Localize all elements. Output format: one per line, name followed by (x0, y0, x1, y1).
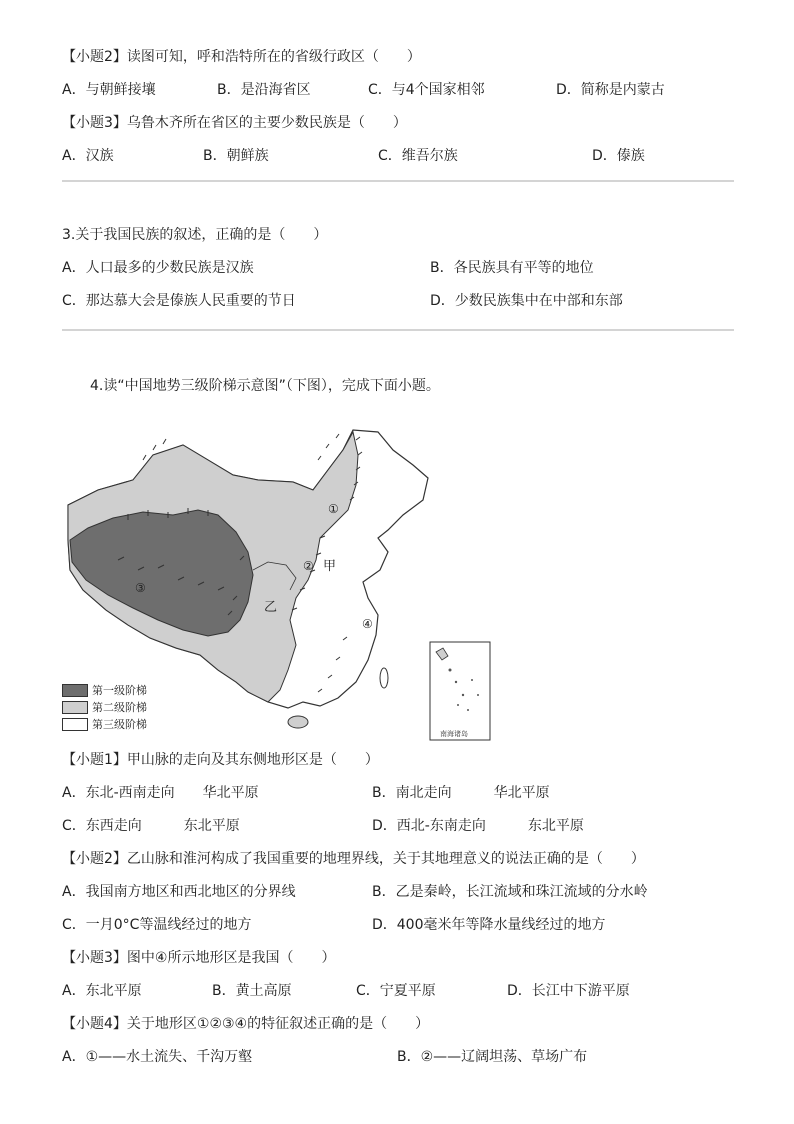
question3-stem: 3.关于我国民族的叙述，正确的是（ ） (62, 227, 328, 243)
map-label-1: ① (328, 502, 339, 516)
inset-label: 南海诸岛 (440, 730, 468, 738)
legend-label-third: 第三级阶梯 (92, 718, 147, 731)
legend-swatch-first (62, 684, 88, 697)
inset-box (430, 642, 490, 740)
q3-option-b[interactable]: B．朝鲜族 (203, 148, 269, 164)
map-label-3: ③ (135, 581, 146, 595)
sub3-option-b[interactable]: B．黄土高原 (212, 983, 292, 999)
divider (62, 329, 734, 331)
sub1-option-a[interactable]: A．东北-西南走向 华北平原 (62, 785, 259, 801)
question4-stem: 4.读“中国地势三级阶梯示意图”（下图），完成下面小题。 (90, 378, 440, 394)
map-label-jia: 甲 (323, 559, 337, 574)
legend-label-first: 第一级阶梯 (92, 684, 147, 697)
q3-option-a[interactable]: A．汉族 (62, 148, 114, 164)
map-label-2: ② (303, 559, 314, 573)
legend-swatch-second (62, 701, 88, 714)
q3-option-c[interactable]: C．维吾尔族 (378, 148, 458, 164)
divider (62, 180, 734, 182)
sub2-option-a[interactable]: A．我国南方地区和西北地区的分界线 (62, 884, 296, 900)
taiwan-island (380, 668, 388, 688)
sub1-option-c[interactable]: C．东西走向 东北平原 (62, 818, 240, 834)
sub4-stem: 【小题4】关于地形区①②③④的特征叙述正确的是（ ） (62, 1016, 430, 1032)
q3-option-d[interactable]: D．傣族 (592, 148, 645, 164)
map-label-yi: 乙 (264, 600, 278, 615)
hainan-island (288, 716, 308, 728)
sub2-option-b[interactable]: B．乙是秦岭，长江流域和珠江流域的分水岭 (372, 884, 648, 900)
question3-option-d[interactable]: D．少数民族集中在中部和东部 (430, 293, 623, 309)
question3-option-a[interactable]: A．人口最多的少数民族是汉族 (62, 260, 254, 276)
q3-stem: 【小题3】乌鲁木齐所在省区的主要少数民族是（ ） (62, 115, 407, 131)
sub1-stem: 【小题1】甲山脉的走向及其东侧地形区是（ ） (62, 752, 379, 768)
q2-option-a[interactable]: A．与朝鲜接壤 (62, 82, 156, 98)
q2-option-b[interactable]: B．是沿海省区 (217, 82, 311, 98)
sub3-option-c[interactable]: C．宁夏平原 (356, 983, 436, 999)
sub2-stem: 【小题2】乙山脉和淮河构成了我国重要的地理界线，关于其地理意义的说法正确的是（ ） (62, 851, 645, 867)
q2-option-c[interactable]: C．与4个国家相邻 (368, 82, 485, 98)
sub3-stem: 【小题3】图中④所示地形区是我国（ ） (62, 950, 336, 966)
sub1-option-d[interactable]: D．西北-东南走向 东北平原 (372, 818, 584, 834)
q2-stem: 【小题2】读图可知，呼和浩特所在的省级行政区（ ） (62, 49, 421, 65)
question3-option-b[interactable]: B．各民族具有平等的地位 (430, 260, 594, 276)
sub4-option-a[interactable]: A．①——水土流失、千沟万壑 (62, 1049, 253, 1065)
sub1-option-b[interactable]: B．南北走向 华北平原 (372, 785, 550, 801)
map-label-4: ④ (362, 617, 373, 631)
map-first-step (70, 510, 253, 636)
q2-option-d[interactable]: D．简称是内蒙古 (556, 82, 665, 98)
sub3-option-a[interactable]: A．东北平原 (62, 983, 142, 999)
legend-label-second: 第二级阶梯 (92, 701, 147, 714)
sub3-option-d[interactable]: D．长江中下游平原 (507, 983, 630, 999)
sub2-option-d[interactable]: D．400毫米年等降水量线经过的地方 (372, 917, 606, 933)
legend-swatch-third (62, 718, 88, 731)
question3-option-c[interactable]: C．那达慕大会是傣族人民重要的节日 (62, 293, 296, 309)
sub4-option-b[interactable]: B．②——辽阔坦荡、草场广布 (397, 1049, 588, 1065)
sub2-option-c[interactable]: C．一月0°C等温线经过的地方 (62, 917, 252, 933)
